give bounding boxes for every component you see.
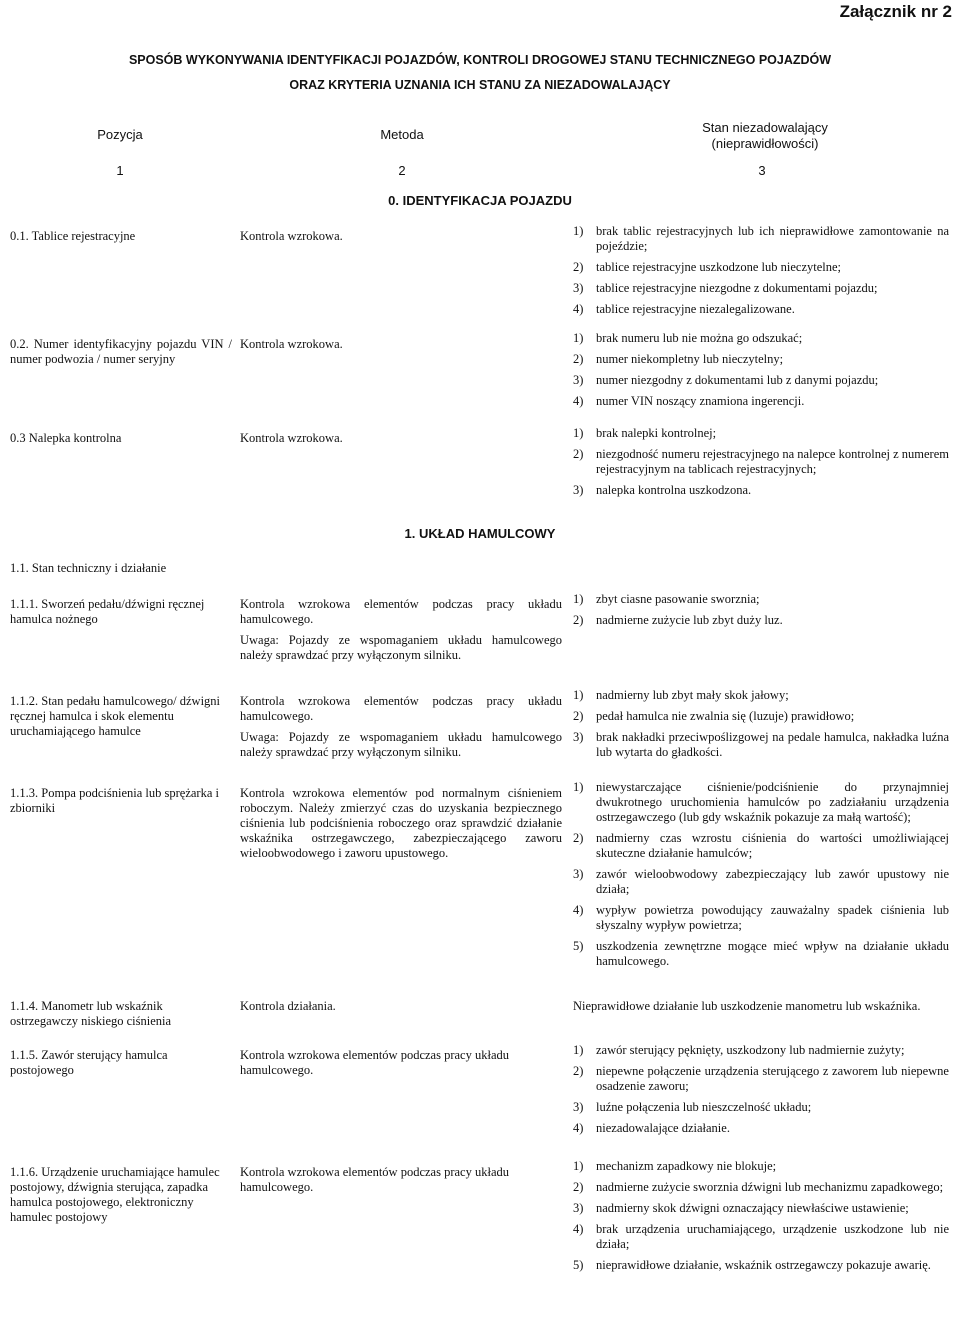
row-method: Kontrola wzrokowa elementów podczas pracy układu hamulcowego. — [240, 1048, 510, 1077]
list-item: 5) nieprawidłowe działanie, wskaźnik ostrzegawczy pokazuje awarię. — [573, 1258, 931, 1272]
list-item: 4) niezadowalające działanie. — [573, 1121, 730, 1135]
row-method: Kontrola wzrokowa elementów podczas pracy układu hamulcowego. — [240, 1165, 510, 1194]
list-item: 2) nadmierny czas wzrostu ciśnienia do wartości umożliwiającej skuteczne działanie hamulców; — [573, 831, 949, 860]
list-item: 3) nadmierny skok dźwigni oznaczający niewłaściwe ustawienie; — [573, 1201, 909, 1215]
list-item: 3) luźne połączenia lub nieszczelność układu; — [573, 1100, 812, 1114]
row-method: Kontrola wzrokowa. — [240, 229, 343, 243]
column-number-3: 3 — [758, 163, 766, 178]
row-deficiency-list — [573, 592, 949, 634]
method-text: Kontrola wzrokowa elementów podczas pracy układu hamulcowego. — [240, 694, 562, 723]
header-unsatisfactory-state — [690, 120, 840, 152]
list-item: 2) niezgodność numeru rejestracyjnego na nalepce kontrolnej z numerem rejestracyjnym na tablicach rejestracyjnych; — [573, 447, 949, 476]
list-item: 1) niewystarczające ciśnienie/podciśnienie do przynajmniej dwukrotnego uruchomienia hamulców po zadziałaniu urządzenia ostrzegawczego (lub gdy wskaźnik pokazuje za małą wartość); — [573, 780, 949, 824]
row-deficiency-list — [573, 1043, 949, 1142]
list-item: 5) uszkodzenia zewnętrzne mogące mieć wpływ na działanie układu hamulcowego. — [573, 939, 949, 968]
list-item: 1) zbyt ciasne pasowanie sworznia; — [573, 592, 760, 606]
list-item: 2) pedał hamulca nie zwalnia się (luzuje) prawidłowo; — [573, 709, 855, 723]
row-deficiency-list — [573, 688, 949, 766]
row-position: 0.3 Nalepka kontrolna — [10, 431, 122, 445]
list-item: 3) brak nakładki przeciwpoślizgowej na pedale hamulca, nakładka luźna lub wytarta do gładkości. — [573, 730, 949, 759]
row-position: 1.1.1. Sworzeń pedału/dźwigni ręcznej hamulca nożnego — [10, 597, 205, 626]
list-item: 3) zawór wieloobwodowy zabezpieczający lub zawór upustowy nie działa; — [573, 867, 949, 896]
method-note: Uwaga: Pojazdy ze wspomaganiem układu hamulcowego należy sprawdzać przy wyłączonym silniku. — [240, 633, 562, 662]
row-deficiency-list — [573, 331, 949, 415]
row-position: 1.1.5. Zawór sterujący hamulca postojowego — [10, 1048, 168, 1077]
list-item: 2) nadmierne zużycie sworznia dźwigni lub mechanizmu zapadkowego; — [573, 1180, 944, 1194]
row-position: 1.1.6. Urządzenie uruchamiające hamulec postojowy, dźwignia sterująca, zapadka hamulca postojowego, elektroniczny hamulec postojowy — [10, 1165, 220, 1224]
row-deficiency-list — [573, 780, 949, 975]
row-position: 1.1.2. Stan pedału hamulcowego/ dźwigni ręcznej hamulca i skok elementu uruchamiającego hamulce — [10, 694, 221, 738]
row-method: Kontrola wzrokowa. — [240, 337, 343, 351]
row-method: Kontrola wzrokowa elementów pod normalnym ciśnieniem roboczym. Należy zmierzyć czas do uzyskania bezpiecznego ciśnienia lub podciśnienia roboczego oraz sprawdzić działanie wskaźnika ostrzegawczego, zabezpieczającego zaworu wieloobwodowego i zaworu upustowego. — [240, 786, 562, 860]
column-number-2: 2 — [398, 163, 406, 178]
list-item: 4) numer VIN noszący znamiona ingerencji. — [573, 394, 805, 408]
method-text: Kontrola wzrokowa elementów podczas pracy układu hamulcowego. — [240, 597, 562, 626]
row-position: 0.1. Tablice rejestracyjne — [10, 229, 136, 243]
list-item: 4) tablice rejestracyjne niezalegalizowane. — [573, 302, 795, 316]
row-deficiency-text: Nieprawidłowe działanie lub uszkodzenie manometru lub wskaźnika. — [573, 999, 921, 1013]
list-item: 4) wypływ powietrza powodujący zauważalny spadek ciśnienia lub słyszalny wypływ powietrza; — [573, 903, 949, 932]
header-unsatisfactory-line-1: Stan niezadowalający — [702, 120, 828, 135]
list-item: 4) brak urządzenia uruchamiającego, urządzenie uszkodzone lub nie działa; — [573, 1222, 949, 1251]
list-item: 1) zawór sterujący pęknięty, uszkodzony lub nadmiernie zużyty; — [573, 1043, 905, 1057]
subsection-heading: 1.1. Stan techniczny i działanie — [10, 561, 167, 575]
row-method — [240, 597, 562, 663]
header-unsatisfactory-line-2: (nieprawidłowości) — [711, 136, 819, 151]
annex-label: Załącznik nr 2 — [839, 2, 952, 21]
section-heading-identification: 0. IDENTYFIKACJA POJAZDU — [388, 193, 572, 208]
list-item: 1) brak tablic rejestracyjnych lub ich nieprawidłowe zamontowanie na pojeździe; — [573, 224, 949, 253]
row-deficiency-list — [573, 426, 949, 504]
row-method: Kontrola wzrokowa. — [240, 431, 343, 445]
header-method: Metoda — [380, 127, 424, 142]
list-item: 2) niepewne połączenie urządzenia sterującego z zaworem lub niepewne osadzenie zaworu; — [573, 1064, 949, 1093]
list-item: 3) tablice rejestracyjne niezgodne z dokumentami pojazdu; — [573, 281, 878, 295]
row-method — [240, 694, 562, 760]
row-position: 1.1.3. Pompa podciśnienia lub sprężarka i zbiorniki — [10, 786, 219, 815]
list-item: 1) mechanizm zapadkowy nie blokuje; — [573, 1159, 777, 1173]
list-item: 1) brak numeru lub nie można go odszukać; — [573, 331, 803, 345]
list-item: 3) nalepka kontrolna uszkodzona. — [573, 483, 752, 497]
document-title-line-2: ORAZ KRYTERIA UZNANIA ICH STANU ZA NIEZADOWALAJĄCY — [289, 78, 671, 92]
row-position: 0.2. Numer identyfikacyjny pojazdu VIN / numer podwozia / numer seryjny — [10, 337, 232, 366]
list-item: 1) brak nalepki kontrolnej; — [573, 426, 717, 440]
list-item: 2) nadmierne zużycie lub zbyt duży luz. — [573, 613, 783, 627]
list-item: 3) numer niezgodny z dokumentami lub z danymi pojazdu; — [573, 373, 879, 387]
row-deficiency-list — [573, 224, 949, 323]
section-heading-brake-system: 1. UKŁAD HAMULCOWY — [404, 526, 556, 541]
document-title-line-1: SPOSÓB WYKONYWANIA IDENTYFIKACJI POJAZDÓW, KONTROLI DROGOWEJ STANU TECHNICZNEGO POJAZDÓW — [128, 53, 832, 67]
row-position: 1.1.4. Manometr lub wskaźnik ostrzegawczy niskiego ciśnienia — [10, 999, 172, 1028]
list-item: 1) nadmierny lub zbyt mały skok jałowy; — [573, 688, 789, 702]
row-deficiency-list — [573, 1159, 949, 1279]
column-number-1: 1 — [116, 163, 124, 178]
row-method: Kontrola działania. — [240, 999, 336, 1013]
header-position: Pozycja — [97, 127, 143, 142]
list-item: 2) tablice rejestracyjne uszkodzone lub nieczytelne; — [573, 260, 842, 274]
list-item: 2) numer niekompletny lub nieczytelny; — [573, 352, 784, 366]
method-note: Uwaga: Pojazdy ze wspomaganiem układu hamulcowego należy sprawdzać przy wyłączonym silniku. — [240, 730, 562, 759]
